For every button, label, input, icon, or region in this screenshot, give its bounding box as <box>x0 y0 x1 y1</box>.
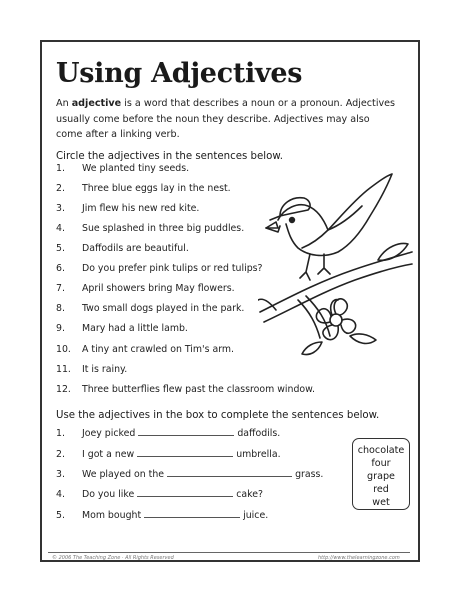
part1-item: 5. Daffodils are beautiful. <box>56 243 189 254</box>
part1-item: 2. Three blue eggs lay in the nest. <box>56 183 231 194</box>
part1-item: 9. Mary had a little lamb. <box>56 323 188 334</box>
word-box-item: four <box>371 458 391 469</box>
intro-prefix: An <box>56 98 72 109</box>
part2-heading: Use the adjectives in the box to complete the sentences below. <box>56 410 380 421</box>
bird-icon <box>278 174 392 255</box>
branch-icon <box>260 252 412 312</box>
part1-item: 10. A tiny ant crawled on Tim's arm. <box>56 344 235 355</box>
part1-item: 3. Jim flew his new red kite. <box>56 203 200 214</box>
answer-blank[interactable] <box>137 447 233 457</box>
intro-paragraph <box>56 96 396 143</box>
footer-copyright: © 2006 The Teaching Zone · All Rights Reserved <box>52 555 174 561</box>
part1-item: 4. Sue splashed in three big puddles. <box>56 223 245 234</box>
word-box-item: chocolate <box>357 445 405 456</box>
part1-item: 6. Do you prefer pink tulips or red tulips? <box>56 263 263 274</box>
part1-item: 12. Three butterflies flew past the classroom window. <box>56 384 315 395</box>
part1-item: 1. We planted tiny seeds. <box>56 163 190 174</box>
cap-icon <box>280 198 310 216</box>
bird-on-branch-illustration <box>258 160 413 360</box>
part1-item: 8. Two small dogs played in the park. <box>56 303 245 314</box>
part2-item: 3. We played on the grass. <box>56 469 324 480</box>
answer-blank[interactable] <box>144 508 240 518</box>
answer-blank[interactable] <box>167 467 292 477</box>
part1-item: 7. April showers bring May flowers. <box>56 283 235 294</box>
word-box-item: wet <box>372 497 390 508</box>
part2-item: 2. I got a new umbrella. <box>56 449 281 460</box>
word-box-item: red <box>373 484 389 495</box>
answer-blank[interactable] <box>138 426 234 436</box>
flower-icon <box>316 299 355 340</box>
part2-item: 1. Joey picked daffodils. <box>56 428 281 439</box>
intro-keyword: adjective <box>71 98 122 109</box>
word-box-item: grape <box>367 471 395 482</box>
part2-item: 5. Mom bought juice. <box>56 510 269 521</box>
footer-divider <box>48 552 410 553</box>
intro-rest: is a word that describes a noun or a pronoun. Adjectives usually come before the noun they describe. Adjectives may also come after a linking verb. <box>56 98 396 140</box>
part2-item: 4. Do you like cake? <box>56 489 263 500</box>
footer-url[interactable]: http://www.thelearningzone.com <box>318 555 400 561</box>
part1-heading: Circle the adjectives in the sentences below. <box>56 151 283 162</box>
answer-blank[interactable] <box>137 487 233 497</box>
part1-item: 11. It is rainy. <box>56 364 128 375</box>
word-box <box>352 438 410 510</box>
page-title: Using Adjectives <box>56 58 303 89</box>
